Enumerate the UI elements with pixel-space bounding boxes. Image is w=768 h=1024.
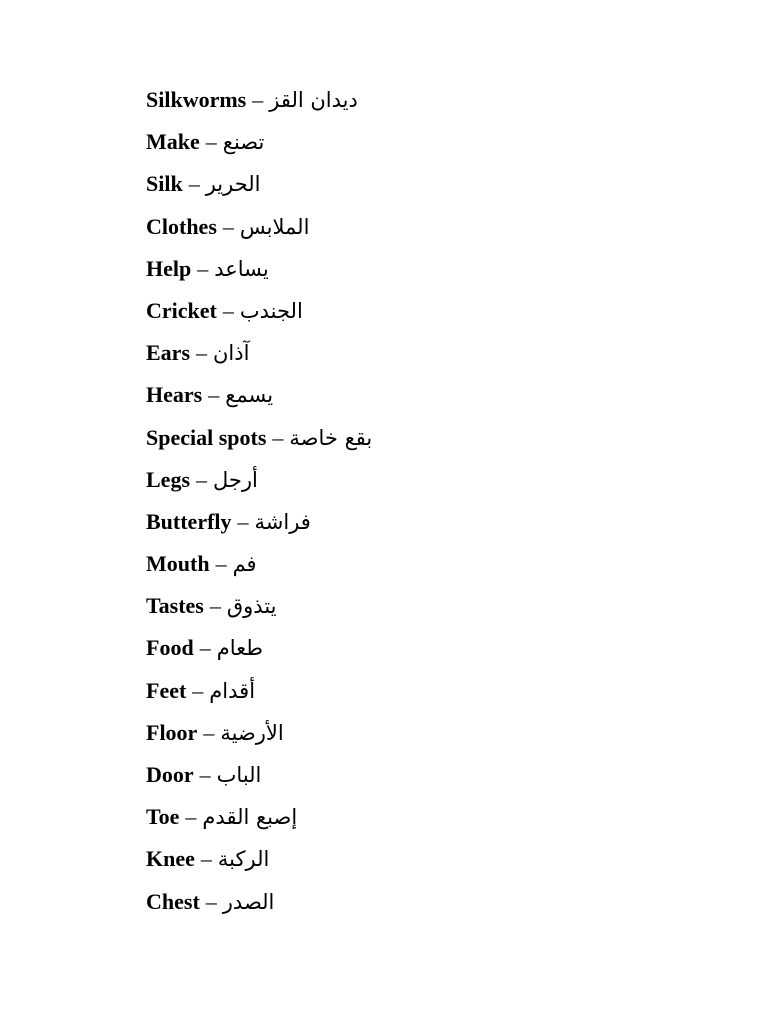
arabic-translation: أرجل [213,467,258,492]
english-word: Tastes [146,593,204,619]
english-word: Toe [146,804,180,830]
english-word: Cricket [146,297,217,323]
separator-dash: – [199,635,211,661]
vocabulary-list [146,84,372,928]
arabic-translation: طعام [216,636,263,661]
english-word: Clothes [146,213,217,239]
english-word: Mouth [146,551,210,577]
english-word: Knee [146,846,195,872]
english-word: Special spots [146,424,267,450]
vocab-entry [146,84,372,126]
english-word: Butterfly [146,508,232,534]
arabic-translation: يسمع [225,383,274,408]
separator-dash: – [199,762,211,787]
arabic-translation: فم [232,552,257,577]
separator-dash: – [200,846,212,872]
arabic-translation: فراشة [254,509,311,534]
arabic-translation: الصدر [222,889,275,914]
separator-dash: – [196,466,207,492]
arabic-translation: الباب [216,763,262,787]
vocab-entry [146,168,372,210]
separator-dash: – [196,340,207,366]
english-word: Silkworms [146,87,247,112]
vocab-entry [146,675,372,717]
vocab-entry [146,211,372,253]
arabic-translation: آذان [213,341,250,366]
separator-dash: – [252,87,264,112]
english-word: Legs [146,466,190,492]
english-word: Help [146,255,192,281]
english-word: Silk [146,171,183,197]
vocab-entry [146,464,372,506]
arabic-translation: تصنع [222,130,265,155]
arabic-translation: يتذوق [226,594,277,619]
vocab-entry [146,590,372,632]
vocab-entry [146,717,372,759]
separator-dash: – [215,551,227,577]
arabic-translation: الملابس [239,214,310,239]
vocab-entry [146,379,372,421]
arabic-translation: الجندب [239,298,303,323]
vocab-entry [146,337,372,379]
arabic-translation: بقع خاصة [289,425,373,450]
vocab-entry [146,295,372,337]
english-word: Ears [146,340,190,366]
vocab-entry [146,759,372,801]
english-word: Door [146,762,194,787]
arabic-translation: يساعد [214,256,269,281]
english-word: Make [146,129,200,155]
separator-dash: – [185,804,197,830]
vocab-entry [146,506,372,548]
arabic-translation: ديدان القز [269,88,358,112]
separator-dash: – [203,719,215,745]
arabic-translation: أقدام [209,678,256,703]
arabic-translation: الحرير [205,172,261,197]
separator-dash: – [197,255,209,281]
english-word: Feet [146,677,187,703]
arabic-translation: إصبع القدم [202,805,298,830]
english-word: Food [146,635,194,661]
vocab-entry [146,886,372,928]
separator-dash: – [272,424,284,450]
separator-dash: – [205,888,217,914]
separator-dash: – [237,508,249,534]
arabic-translation: الأرضية [220,720,284,745]
vocab-entry [146,632,372,674]
vocab-entry [146,126,372,168]
separator-dash: – [208,382,220,408]
vocab-entry [146,253,372,295]
arabic-translation: الركبة [217,847,270,872]
separator-dash: – [222,297,234,323]
separator-dash: – [222,213,234,239]
english-word: Floor [146,719,198,745]
vocab-entry [146,801,372,843]
vocab-entry [146,422,372,464]
english-word: Hears [146,382,203,408]
separator-dash: – [209,593,221,619]
separator-dash: – [205,129,217,155]
separator-dash: – [192,677,204,703]
separator-dash: – [188,171,200,197]
vocab-entry [146,548,372,590]
english-word: Chest [146,888,200,914]
vocab-entry [146,843,372,885]
